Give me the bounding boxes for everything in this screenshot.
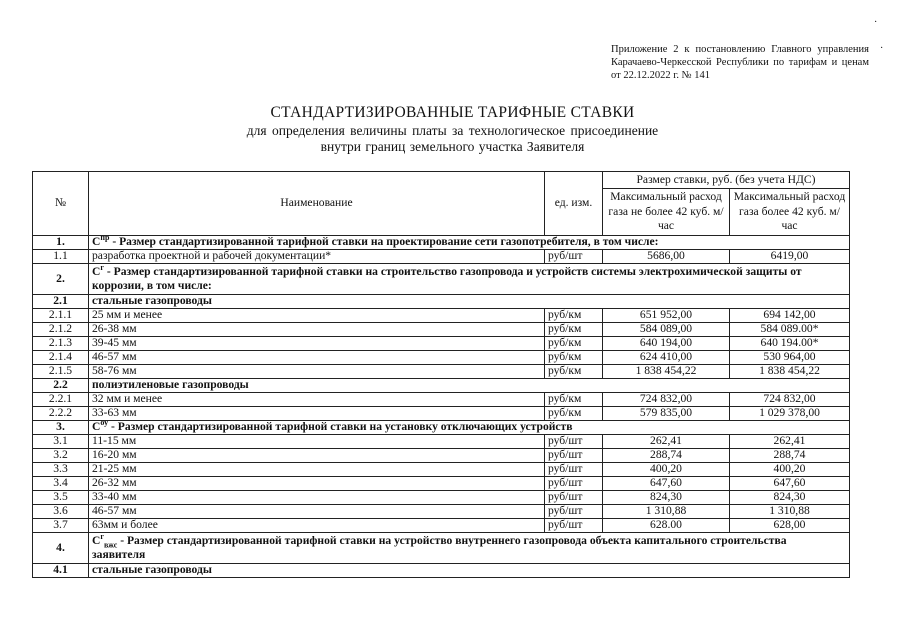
header-row [33, 172, 850, 189]
section-title: $С^г_{вжс}$ - Размер стандартизированной тарифной ставки на устройство внутреннего газопровода объекта капитального строительства заявителя [89, 533, 850, 564]
scan-speck: · [880, 43, 884, 54]
row-value-b: 262,41 [730, 435, 850, 449]
row-unit: руб/км [545, 337, 603, 351]
row-unit: руб/шт [545, 477, 603, 491]
row-name: 25 мм и менее [89, 309, 545, 323]
table-row [33, 365, 850, 379]
document-title [0, 104, 905, 155]
row-unit: руб/шт [545, 250, 603, 264]
row-num: 1.1 [33, 250, 89, 264]
row-value-a: 824,30 [603, 491, 730, 505]
row-unit: руб/км [545, 323, 603, 337]
row-value-a: 262,41 [603, 435, 730, 449]
scan-speck: · [874, 17, 878, 28]
section-num: 1. [33, 236, 89, 250]
row-value-b: 6419,00 [730, 250, 850, 264]
row-num: 2.1.1 [33, 309, 89, 323]
row-value-b: 724 832,00 [730, 393, 850, 407]
row-unit: руб/шт [545, 505, 603, 519]
subsection-num: 2.2 [33, 379, 89, 393]
row-value-a: 647,60 [603, 477, 730, 491]
row-value-b: 1 310,88 [730, 505, 850, 519]
title-line-3: внутри границ земельного участка Заявителя [320, 139, 585, 154]
row-value-b: 530 964,00 [730, 351, 850, 365]
subsection-title: полиэтиленовые газопроводы [89, 379, 850, 393]
row-unit: руб/шт [545, 435, 603, 449]
row-value-a: 5686,00 [603, 250, 730, 264]
row-name: 39-45 мм [89, 337, 545, 351]
row-name: 11-15 мм [89, 435, 545, 449]
section-row [33, 264, 850, 295]
row-value-b: 1 838 454,22 [730, 365, 850, 379]
row-unit: руб/км [545, 407, 603, 421]
row-unit: руб/км [545, 393, 603, 407]
subsection-row [33, 379, 850, 393]
subsection-title: стальные газопроводы [89, 295, 850, 309]
row-name: 32 мм и менее [89, 393, 545, 407]
table-row [33, 337, 850, 351]
table-row [33, 519, 850, 533]
table-row [33, 505, 850, 519]
section-row [33, 533, 850, 564]
row-unit: руб/шт [545, 491, 603, 505]
row-name: 63мм и более [89, 519, 545, 533]
row-num: 2.2.2 [33, 407, 89, 421]
row-value-a: 640 194,00 [603, 337, 730, 351]
subsection-row [33, 295, 850, 309]
header-name: Наименование [89, 172, 545, 236]
row-name: 26-38 мм [89, 323, 545, 337]
table-row [33, 250, 850, 264]
table-row [33, 477, 850, 491]
row-value-b: 647,60 [730, 477, 850, 491]
row-value-b: 584 089.00* [730, 323, 850, 337]
subsection-row [33, 564, 850, 578]
subsection-num: 2.1 [33, 295, 89, 309]
row-value-b: 824,30 [730, 491, 850, 505]
row-unit: руб/км [545, 365, 603, 379]
row-num: 3.4 [33, 477, 89, 491]
row-num: 3.3 [33, 463, 89, 477]
table-row [33, 393, 850, 407]
row-num: 2.1.2 [33, 323, 89, 337]
row-num: 3.2 [33, 449, 89, 463]
section-title: $С^{оу}$ - Размер стандартизированной тарифной ставки на установку отключающих устройств [89, 421, 850, 435]
title-line-1: СТАНДАРТИЗИРОВАННЫЕ ТАРИФНЫЕ СТАВКИ [270, 104, 635, 121]
table-row [33, 351, 850, 365]
header-num: № [33, 172, 89, 236]
header-col-a: Максимальный расход газа не более 42 куб. м/час [603, 189, 730, 236]
row-num: 2.1.4 [33, 351, 89, 365]
row-value-b: 640 194.00* [730, 337, 850, 351]
row-unit: руб/км [545, 309, 603, 323]
row-num: 2.2.1 [33, 393, 89, 407]
table-row [33, 407, 850, 421]
section-row [33, 236, 850, 250]
row-num: 3.6 [33, 505, 89, 519]
row-value-a: 724 832,00 [603, 393, 730, 407]
row-value-a: 651 952,00 [603, 309, 730, 323]
section-num: 2. [33, 264, 89, 295]
appendix-note: Приложение 2 к постановлению Главного управления Карачаево-Черкесской Республики по тарифам и ценам от 22.12.2022 г. № 141 [611, 44, 869, 81]
table-row [33, 449, 850, 463]
row-value-b: 288,74 [730, 449, 850, 463]
row-num: 3.1 [33, 435, 89, 449]
table-row [33, 491, 850, 505]
header-unit: ед. изм. [545, 172, 603, 236]
row-value-a: 1 310,88 [603, 505, 730, 519]
header-rate-group: Размер ставки, руб. (без учета НДС) [603, 172, 850, 189]
row-name: 16-20 мм [89, 449, 545, 463]
tariff-table [32, 171, 850, 578]
table-row [33, 463, 850, 477]
row-name: разработка проектной и рабочей документации* [89, 250, 545, 264]
row-name: 33-40 мм [89, 491, 545, 505]
table-row [33, 309, 850, 323]
row-name: 26-32 мм [89, 477, 545, 491]
row-num: 3.5 [33, 491, 89, 505]
row-unit: руб/км [545, 351, 603, 365]
row-value-a: 579 835,00 [603, 407, 730, 421]
row-name: 58-76 мм [89, 365, 545, 379]
subsection-num: 4.1 [33, 564, 89, 578]
row-value-b: 628,00 [730, 519, 850, 533]
row-value-b: 400,20 [730, 463, 850, 477]
section-num: 3. [33, 421, 89, 435]
row-name: 46-57 мм [89, 351, 545, 365]
row-value-b: 1 029 378,00 [730, 407, 850, 421]
row-num: 2.1.3 [33, 337, 89, 351]
section-row [33, 421, 850, 435]
row-unit: руб/шт [545, 449, 603, 463]
section-num: 4. [33, 533, 89, 564]
row-name: 33-63 мм [89, 407, 545, 421]
row-value-a: 628.00 [603, 519, 730, 533]
row-name: 46-57 мм [89, 505, 545, 519]
row-unit: руб/шт [545, 519, 603, 533]
row-value-a: 584 089,00 [603, 323, 730, 337]
row-unit: руб/шт [545, 463, 603, 477]
table-row [33, 435, 850, 449]
header-col-b: Максимальный расход газа более 42 куб. м/час [730, 189, 850, 236]
row-value-a: 1 838 454,22 [603, 365, 730, 379]
row-value-a: 288,74 [603, 449, 730, 463]
title-line-2: для определения величины платы за технологическое присоединение [246, 123, 659, 138]
row-name: 21-25 мм [89, 463, 545, 477]
row-value-a: 400,20 [603, 463, 730, 477]
table-row [33, 323, 850, 337]
row-value-b: 694 142,00 [730, 309, 850, 323]
subsection-title: стальные газопроводы [89, 564, 850, 578]
row-num: 2.1.5 [33, 365, 89, 379]
section-title: $С^{пр}$ - Размер стандартизированной тарифной ставки на проектирование сети газопотребителя, в том числе: [89, 236, 850, 250]
row-value-a: 624 410,00 [603, 351, 730, 365]
row-num: 3.7 [33, 519, 89, 533]
section-title: $С^г$ - Размер стандартизированной тарифной ставки на строительство газопровода и устройств системы электрохимической защиты от коррозии, в том числе: [89, 264, 850, 295]
